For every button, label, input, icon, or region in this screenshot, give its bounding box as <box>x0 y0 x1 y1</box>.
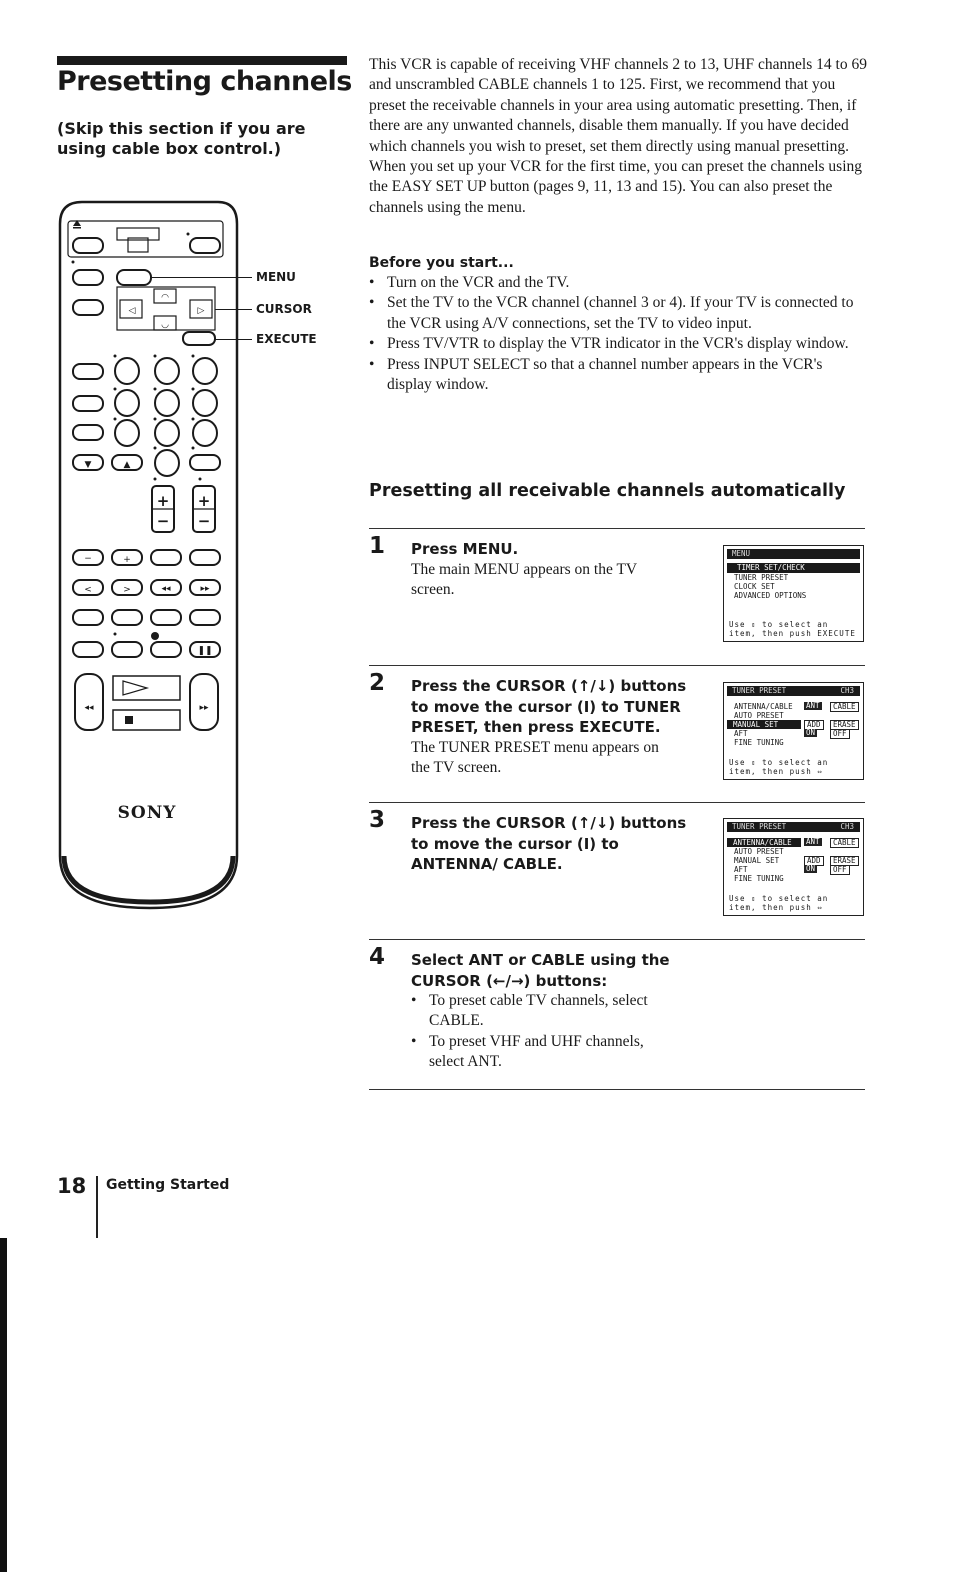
svg-text:−: − <box>84 554 92 564</box>
section-heading: Presetting all receivable channels automatically <box>369 481 846 501</box>
svg-text:+: + <box>197 492 211 510</box>
screen-hint: Use ⇕ to select an item, then push EXECUTE <box>729 620 856 638</box>
svg-text:−: − <box>156 512 170 530</box>
list-item: • Set the TV to the VCR channel (channel 3 or 4). If your TV is connected to the VCR using A/V connections, set the TV to video input. <box>369 293 869 334</box>
screen-row: FINE TUNING <box>734 738 784 747</box>
tv-screen-menu <box>723 545 864 642</box>
step-number: 1 <box>369 533 386 559</box>
screen-header: MENU <box>727 549 860 559</box>
page-title: Presetting channels <box>57 66 352 97</box>
screen-row: AFT ON OFF <box>724 729 863 738</box>
footer-section: Getting Started <box>106 1177 230 1193</box>
step-title: Select ANT or CABLE using the CURSOR (←/→) buttons: <box>411 951 670 990</box>
list-item: • Turn on the VCR and the TV. <box>369 273 869 293</box>
svg-text:>: > <box>123 585 131 595</box>
list-item: • To preset cable TV channels, select CABLE. <box>411 991 671 1032</box>
cursor-callout-line <box>215 309 252 310</box>
screen-item: CLOCK SET <box>734 582 775 591</box>
list-item: • To preset VHF and UHF channels, select ANT. <box>411 1032 671 1073</box>
title-rule <box>57 56 347 65</box>
svg-text:◡: ◡ <box>161 320 169 330</box>
screen-hint: Use ⇕ to select an item, then push ⇔ <box>729 758 829 776</box>
menu-callout-line <box>150 277 252 278</box>
scan-edge <box>0 1238 7 1572</box>
svg-text:<: < <box>84 585 92 595</box>
step-title: Press the CURSOR (↑/↓) buttons to move the cursor (I) to ANTENNA/ CABLE. <box>411 814 687 873</box>
screen-row: AUTO PRESET <box>734 847 784 856</box>
before-you-start-list <box>369 273 869 395</box>
screen-item: TUNER PRESET <box>734 573 789 582</box>
svg-text:◂◂: ◂◂ <box>161 584 171 594</box>
svg-text:▸▸: ▸▸ <box>200 584 210 594</box>
step-divider <box>369 528 865 529</box>
screen-row: AFT ON OFF <box>724 865 863 874</box>
svg-text:▸▸: ▸▸ <box>199 703 209 713</box>
svg-text:−: − <box>197 512 211 530</box>
svg-text:▲: ▲ <box>123 460 131 470</box>
step-title: Press MENU. <box>411 540 519 558</box>
screen-row: AUTO PRESET <box>734 711 784 720</box>
execute-callout: EXECUTE <box>256 332 317 346</box>
screen-header: TUNER PRESET CH3 <box>727 822 860 832</box>
menu-callout: MENU <box>256 270 296 284</box>
intro-text <box>369 55 869 218</box>
execute-callout-line <box>215 339 252 340</box>
tv-screen-antenna-cable <box>723 818 864 916</box>
step-divider <box>369 665 865 666</box>
screen-selected-item: TIMER SET/CHECK <box>727 563 860 573</box>
svg-text:▷: ▷ <box>197 306 205 316</box>
step-options-list <box>411 991 671 1073</box>
step-divider <box>369 802 865 803</box>
tv-screen-tuner-preset <box>723 682 864 780</box>
step-text: The TUNER PRESET menu appears on the TV screen. <box>411 739 659 777</box>
remote-brand: SONY <box>117 803 177 823</box>
step-number: 4 <box>369 944 386 970</box>
footer-divider <box>96 1176 98 1238</box>
svg-text:◁: ◁ <box>128 306 136 316</box>
step-divider <box>369 1089 865 1090</box>
step-number: 2 <box>369 670 386 696</box>
svg-text:❚❚: ❚❚ <box>197 646 213 656</box>
screen-row: MANUAL SET ADD ERASE <box>724 720 863 729</box>
remote-control-illustration <box>55 196 245 916</box>
list-item: • Press TV/VTR to display the VTR indicator in the VCR's display window. <box>369 334 869 354</box>
before-you-start-heading: Before you start... <box>369 255 514 271</box>
cursor-callout: CURSOR <box>256 302 312 316</box>
svg-text:▼: ▼ <box>84 460 92 470</box>
screen-row: FINE TUNING <box>734 874 784 883</box>
page-number: 18 <box>57 1174 87 1198</box>
svg-text:+: + <box>156 492 170 510</box>
intro-paragraph: When you set up your VCR for the first time, you can preset the channels using the EASY SET UP button (pages 9, 11, 13 and 15). You can also preset the channels using the menu. <box>369 158 863 216</box>
screen-row: ANTENNA/CABLE ANT CABLE <box>724 702 863 711</box>
list-item: • Press INPUT SELECT so that a channel number appears in the VCR's display window. <box>369 355 869 396</box>
step-number: 3 <box>369 807 386 833</box>
svg-text:◂◂: ◂◂ <box>84 703 94 713</box>
step-text: The main MENU appears on the TV screen. <box>411 561 637 599</box>
step-title: Press the CURSOR (↑/↓) buttons to move the cursor (I) to TUNER PRESET, then press EXECUTE. <box>411 677 687 736</box>
intro-paragraph: This VCR is capable of receiving VHF channels 2 to 13, UHF channels 14 to 69 and unscrambled CABLE channels 1 to 125. First, we recommend that you preset the receivable channels in your area using automatic presetting. Then, if there are any unwanted channels, disable them manually. If you have decided which channels you wish to preset, set them directly using manual presetting. <box>369 56 867 155</box>
screen-header: TUNER PRESET CH3 <box>727 686 860 696</box>
svg-text:+: + <box>123 555 131 565</box>
step-divider <box>369 939 865 940</box>
page-subtitle: (Skip this section if you are using cable box control.) <box>57 119 306 158</box>
screen-row: ANTENNA/CABLE ANT CABLE <box>724 838 863 847</box>
screen-item: ADVANCED OPTIONS <box>734 591 807 600</box>
svg-text:◠: ◠ <box>161 293 169 303</box>
screen-row: MANUAL SET ADD ERASE <box>724 856 863 865</box>
screen-hint: Use ⇕ to select an item, then push ⇔ <box>729 894 829 912</box>
